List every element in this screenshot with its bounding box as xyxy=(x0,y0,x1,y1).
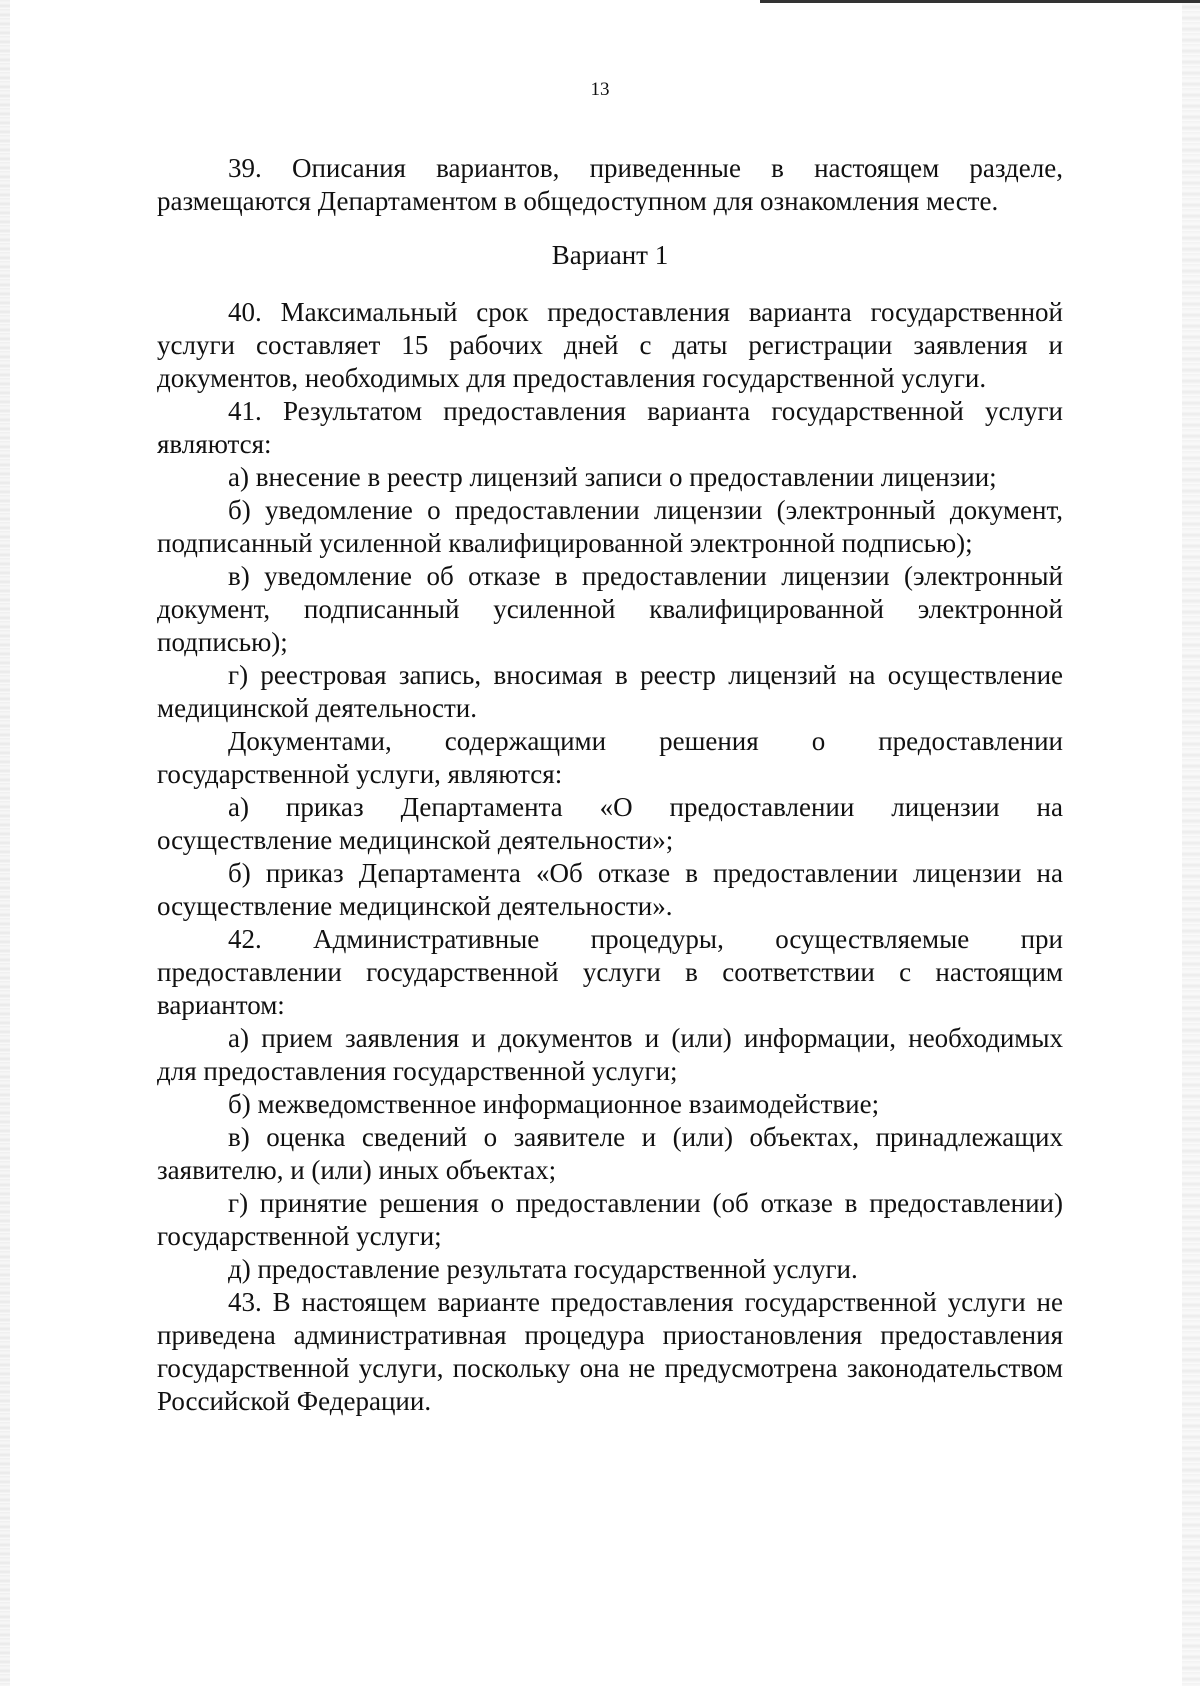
paragraph-41-g: г) реестровая запись, вносимая в реестр лицензий на осуществление медицинской деятельности. xyxy=(157,660,1063,723)
scan-edge-right xyxy=(1182,0,1200,1686)
scan-edge-left xyxy=(0,0,10,1686)
paragraph-43: 43. В настоящем варианте предоставления государственной услуги не приведена административная процедура приостановления предоставления государственной услуги, поскольку она не предусмотрена законодательством Российской Федерации. xyxy=(157,1287,1063,1416)
paragraph-documents-b: б) приказ Департамента «Об отказе в предоставлении лицензии на осуществление медицинской деятельности». xyxy=(157,858,1063,921)
paragraph-documents: Документами, содержащими решения о предоставлении государственной услуги, являются: xyxy=(157,726,1063,789)
top-rule xyxy=(760,0,1200,3)
paragraph-42-d: д) предоставление результата государственной услуги. xyxy=(228,1254,858,1284)
page-number: 13 xyxy=(590,79,610,100)
paragraph-40: 40. Максимальный срок предоставления варианта государственной услуги составляет 15 рабочих дней с даты регистрации заявления и документов, необходимых для предоставления государственной услуги. xyxy=(157,297,1063,393)
paragraph-documents-a: а) приказ Департамента «О предоставлении лицензии на осуществление медицинской деятельности»; xyxy=(157,792,1063,855)
document-body xyxy=(157,152,1063,1418)
paragraph-41-b: б) уведомление о предоставлении лицензии (электронный документ, подписанный усиленной квалифицированной электронной подписью); xyxy=(157,495,1063,558)
paragraph-42-b: б) межведомственное информационное взаимодействие; xyxy=(228,1089,880,1119)
paragraph-42-a: а) прием заявления и документов и (или) информации, необходимых для предоставления государственной услуги; xyxy=(157,1023,1063,1086)
section-title: Вариант 1 xyxy=(551,240,669,270)
paragraph-39: 39. Описания вариантов, приведенные в настоящем разделе, размещаются Департаментом в общедоступном для ознакомления месте. xyxy=(157,153,1063,216)
paragraph-41-a: а) внесение в реестр лицензий записи о предоставлении лицензии; xyxy=(228,462,997,492)
paragraph-42-v: в) оценка сведений о заявителе и (или) объектах, принадлежащих заявителю, и (или) иных объектах; xyxy=(157,1122,1063,1185)
paragraph-42-g: г) принятие решения о предоставлении (об отказе в предоставлении) государственной услуги; xyxy=(157,1188,1063,1251)
paragraph-42: 42. Административные процедуры, осуществляемые при предоставлении государственной услуги в соответствии с настоящим вариантом: xyxy=(157,924,1063,1020)
paragraph-41-v: в) уведомление об отказе в предоставлении лицензии (электронный документ, подписанный усиленной квалифицированной электронной подписью); xyxy=(157,561,1063,657)
paragraph-41: 41. Результатом предоставления варианта государственной услуги являются: xyxy=(157,396,1063,459)
